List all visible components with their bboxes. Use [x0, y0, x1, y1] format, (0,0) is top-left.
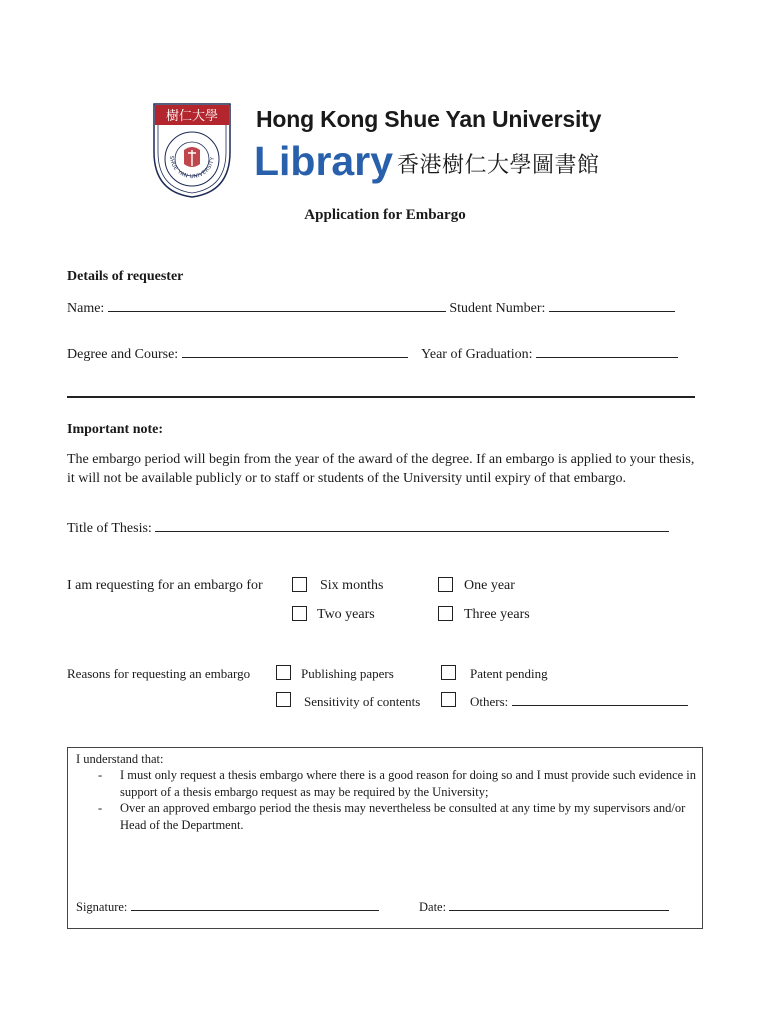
requester-heading: Details of requester — [67, 269, 184, 284]
section-divider — [67, 396, 695, 398]
date-row — [419, 898, 669, 916]
student-number-label: Student Number: — [449, 301, 546, 316]
two-years-label: Two years — [317, 607, 375, 622]
declaration-box — [67, 747, 703, 929]
date-label: Date: — [419, 900, 447, 914]
thesis-title-row — [67, 518, 669, 538]
signature-row — [76, 898, 379, 916]
others-checkbox[interactable] — [441, 692, 456, 707]
name-label: Name: — [67, 301, 105, 316]
declaration-item-text: I must only request a thesis embargo where there is a good reason for doing so and I must provide such evidence in support of a thesis embargo request as may be required by the University; — [120, 768, 697, 799]
three-years-label: Three years — [464, 607, 530, 622]
date-field[interactable] — [449, 898, 669, 911]
graduation-label: Year of Graduation: — [421, 347, 533, 362]
others-label: Others: — [470, 694, 509, 709]
one-year-label: One year — [464, 578, 515, 593]
name-field[interactable] — [108, 298, 446, 312]
degree-label: Degree and Course: — [67, 347, 179, 362]
six-months-label: Six months — [320, 578, 384, 593]
embargo-period-label: I am requesting for an embargo for — [67, 578, 263, 593]
publishing-papers-label: Publishing papers — [301, 666, 394, 681]
library-wordmark: Library — [254, 138, 393, 184]
document-title: Application for Embargo — [304, 207, 466, 223]
bullet-marker: - — [98, 801, 103, 815]
signature-label: Signature: — [76, 900, 128, 914]
bullet-marker: - — [98, 768, 103, 782]
declaration-intro: I understand that: — [76, 752, 164, 766]
seal-top-text: 樹仁大學 — [165, 109, 219, 124]
patent-pending-label: Patent pending — [470, 666, 548, 681]
thesis-title-field[interactable] — [155, 518, 669, 532]
others-field[interactable] — [512, 693, 688, 706]
six-months-checkbox[interactable] — [292, 577, 307, 592]
thesis-title-label: Title of Thesis: — [67, 521, 152, 536]
seal-ring-text: SHUE YAN UNIVERSITY — [167, 155, 217, 181]
others-row — [470, 693, 688, 710]
publishing-papers-checkbox[interactable] — [276, 665, 291, 680]
reasons-label: Reasons for requesting an embargo — [67, 666, 251, 681]
name-row — [67, 298, 675, 318]
library-chinese-name: 香港樹仁大學圖書館 — [397, 153, 600, 178]
university-name: Hong Kong Shue Yan University — [256, 106, 602, 132]
degree-field[interactable] — [182, 344, 408, 358]
university-seal-logo — [150, 100, 234, 200]
patent-pending-checkbox[interactable] — [441, 665, 456, 680]
degree-row — [67, 344, 678, 364]
graduation-field[interactable] — [536, 344, 678, 358]
sensitivity-checkbox[interactable] — [276, 692, 291, 707]
sensitivity-label: Sensitivity of contents — [304, 694, 421, 709]
three-years-checkbox[interactable] — [438, 606, 453, 621]
note-heading: Important note: — [67, 422, 164, 437]
declaration-item-text: Over an approved embargo period the thesis may nevertheless be consulted at any time by my supervisors and/or Head of the Department. — [120, 801, 686, 832]
student-number-field[interactable] — [549, 298, 675, 312]
two-years-checkbox[interactable] — [292, 606, 307, 621]
signature-field[interactable] — [131, 898, 379, 911]
note-body: The embargo period will begin from the year of the award of the degree. If an embargo is applied to your thesis, it will not be available publicly or to staff or students of the University until expiry of that embargo. — [67, 452, 695, 486]
one-year-checkbox[interactable] — [438, 577, 453, 592]
